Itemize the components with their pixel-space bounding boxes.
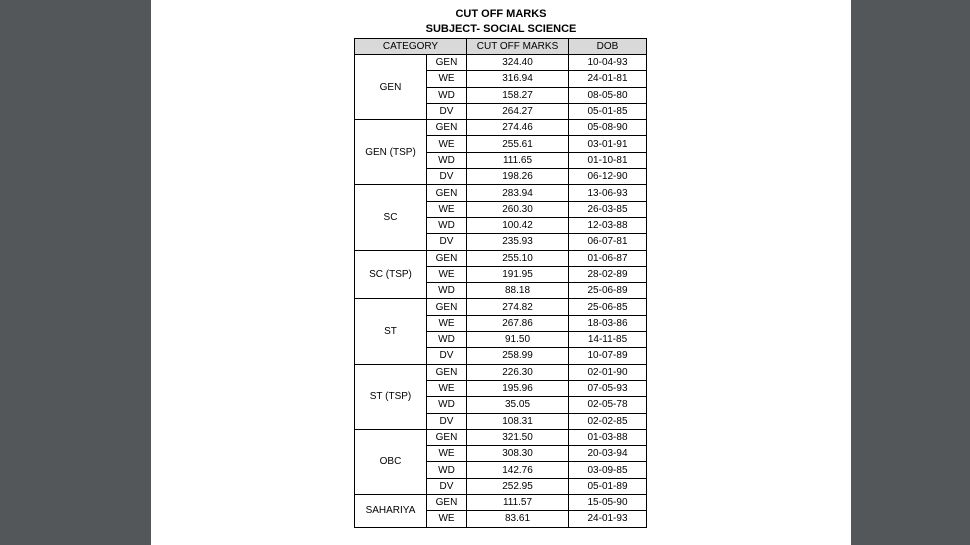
cutoff-marks-cell: 267.86 — [467, 315, 569, 331]
category-cell: SAHARIYA — [355, 495, 427, 528]
dob-cell: 10-04-93 — [569, 55, 647, 71]
cutoff-marks-cell: 321.50 — [467, 429, 569, 445]
subcategory-cell: WD — [427, 397, 467, 413]
header-category: CATEGORY — [355, 39, 467, 55]
dob-cell: 06-12-90 — [569, 169, 647, 185]
cutoff-marks-cell: 308.30 — [467, 446, 569, 462]
dob-cell: 25-06-85 — [569, 299, 647, 315]
cutoff-marks-cell: 255.10 — [467, 250, 569, 266]
subcategory-cell: WE — [427, 380, 467, 396]
subcategory-cell: WE — [427, 266, 467, 282]
dob-cell: 01-03-88 — [569, 429, 647, 445]
dob-cell: 25-06-89 — [569, 283, 647, 299]
subcategory-cell: GEN — [427, 185, 467, 201]
cutoff-marks-cell: 158.27 — [467, 87, 569, 103]
subcategory-cell: GEN — [427, 299, 467, 315]
cutoff-marks-cell: 91.50 — [467, 332, 569, 348]
subcategory-cell: GEN — [427, 495, 467, 511]
table-row — [355, 429, 647, 445]
table-row — [355, 299, 647, 315]
category-cell: GEN — [355, 55, 427, 120]
dob-cell: 24-01-81 — [569, 71, 647, 87]
page-title: CUT OFF MARKS — [455, 8, 547, 20]
cutoff-marks-cell: 191.95 — [467, 266, 569, 282]
table-row — [355, 120, 647, 136]
dob-cell: 18-03-86 — [569, 315, 647, 331]
dob-cell: 02-02-85 — [569, 413, 647, 429]
cutoff-marks-cell: 226.30 — [467, 364, 569, 380]
subcategory-cell: WE — [427, 315, 467, 331]
subcategory-cell: GEN — [427, 55, 467, 71]
cutoff-marks-cell: 264.27 — [467, 103, 569, 119]
cutoff-marks-cell: 260.30 — [467, 201, 569, 217]
page-subtitle: SUBJECT- SOCIAL SCIENCE — [425, 23, 577, 35]
category-cell: SC (TSP) — [355, 250, 427, 299]
dob-cell: 06-07-81 — [569, 234, 647, 250]
subcategory-cell: DV — [427, 348, 467, 364]
dob-cell: 13-06-93 — [569, 185, 647, 201]
dob-cell: 03-09-85 — [569, 462, 647, 478]
table-row — [355, 250, 647, 266]
header-cutoff-marks: CUT OFF MARKS — [467, 39, 569, 55]
cutoff-marks-cell: 252.95 — [467, 478, 569, 494]
subcategory-cell: DV — [427, 103, 467, 119]
dob-cell: 14-11-85 — [569, 332, 647, 348]
dob-cell: 02-01-90 — [569, 364, 647, 380]
subcategory-cell: DV — [427, 234, 467, 250]
document-page — [151, 0, 851, 545]
header-dob: DOB — [569, 39, 647, 55]
cutoff-marks-cell: 258.99 — [467, 348, 569, 364]
dob-cell: 05-01-85 — [569, 103, 647, 119]
cutoff-marks-cell: 316.94 — [467, 71, 569, 87]
cutoff-marks-cell: 83.61 — [467, 511, 569, 527]
subcategory-cell: WE — [427, 71, 467, 87]
dob-cell: 03-01-91 — [569, 136, 647, 152]
cutoff-table — [354, 38, 647, 528]
table-row — [355, 185, 647, 201]
subcategory-cell: WD — [427, 87, 467, 103]
dob-cell: 07-05-93 — [569, 380, 647, 396]
subcategory-cell: WD — [427, 217, 467, 233]
category-cell: ST (TSP) — [355, 364, 427, 429]
subcategory-cell: GEN — [427, 120, 467, 136]
dob-cell: 26-03-85 — [569, 201, 647, 217]
subcategory-cell: DV — [427, 413, 467, 429]
cutoff-marks-cell: 324.40 — [467, 55, 569, 71]
cutoff-marks-cell: 35.05 — [467, 397, 569, 413]
subcategory-cell: GEN — [427, 250, 467, 266]
dob-cell: 28-02-89 — [569, 266, 647, 282]
subcategory-cell: WE — [427, 201, 467, 217]
subcategory-cell: WD — [427, 283, 467, 299]
category-cell: ST — [355, 299, 427, 364]
dob-cell: 24-01-93 — [569, 511, 647, 527]
table-header-row — [355, 39, 647, 55]
subcategory-cell: WD — [427, 152, 467, 168]
table-body — [355, 55, 647, 528]
dob-cell: 12-03-88 — [569, 217, 647, 233]
category-cell: GEN (TSP) — [355, 120, 427, 185]
subcategory-cell: WD — [427, 332, 467, 348]
dob-cell: 10-07-89 — [569, 348, 647, 364]
cutoff-marks-cell: 111.65 — [467, 152, 569, 168]
dob-cell: 15-05-90 — [569, 495, 647, 511]
cutoff-marks-cell: 100.42 — [467, 217, 569, 233]
subcategory-cell: WE — [427, 136, 467, 152]
table-row — [355, 55, 647, 71]
subcategory-cell: DV — [427, 478, 467, 494]
table-row — [355, 495, 647, 511]
table-row — [355, 364, 647, 380]
cutoff-marks-cell: 88.18 — [467, 283, 569, 299]
subcategory-cell: WD — [427, 462, 467, 478]
cutoff-marks-cell: 283.94 — [467, 185, 569, 201]
dob-cell: 08-05-80 — [569, 87, 647, 103]
subcategory-cell: GEN — [427, 364, 467, 380]
cutoff-marks-cell: 255.61 — [467, 136, 569, 152]
category-cell: SC — [355, 185, 427, 250]
subcategory-cell: WE — [427, 511, 467, 527]
cutoff-marks-cell: 142.76 — [467, 462, 569, 478]
subcategory-cell: GEN — [427, 429, 467, 445]
cutoff-marks-cell: 198.26 — [467, 169, 569, 185]
dob-cell: 02-05-78 — [569, 397, 647, 413]
dob-cell: 05-01-89 — [569, 478, 647, 494]
cutoff-marks-cell: 108.31 — [467, 413, 569, 429]
cutoff-marks-cell: 195.96 — [467, 380, 569, 396]
dob-cell: 01-06-87 — [569, 250, 647, 266]
dob-cell: 05-08-90 — [569, 120, 647, 136]
subcategory-cell: WE — [427, 446, 467, 462]
cutoff-marks-cell: 235.93 — [467, 234, 569, 250]
cutoff-marks-cell: 111.57 — [467, 495, 569, 511]
dob-cell: 20-03-94 — [569, 446, 647, 462]
cutoff-marks-cell: 274.46 — [467, 120, 569, 136]
dob-cell: 01-10-81 — [569, 152, 647, 168]
subcategory-cell: DV — [427, 169, 467, 185]
cutoff-marks-cell: 274.82 — [467, 299, 569, 315]
category-cell: OBC — [355, 429, 427, 494]
